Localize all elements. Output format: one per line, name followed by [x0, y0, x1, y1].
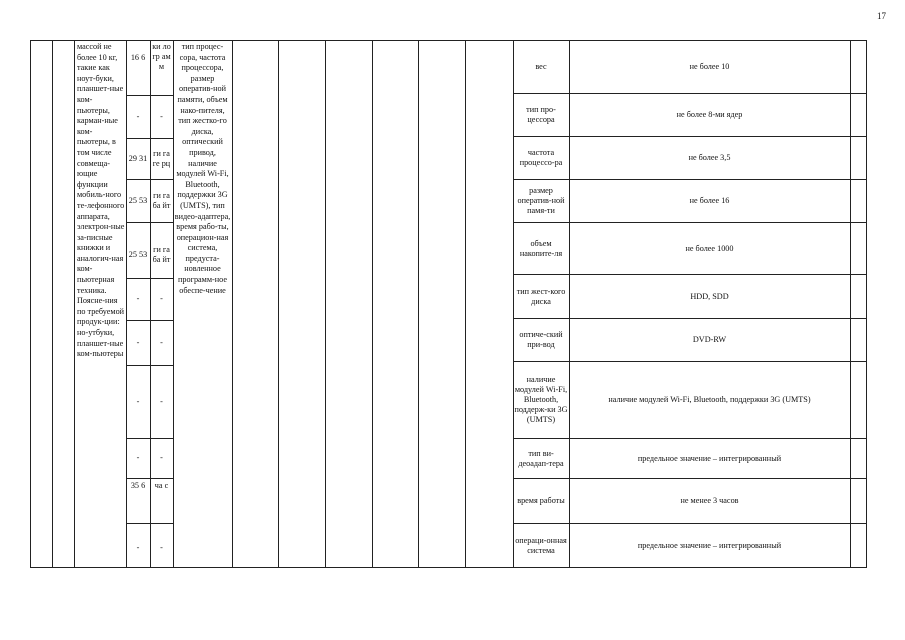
product-category-text: массой не более 10 кг, такие как ноут-буки, планшет-ные ком-пьютеры, карман-ные ком-пьютеры, в том числе совмеща-ющие функции мобиль-ного те-лефонного аппарата, электрон-ные за-писные книжки и аналогич-ная ком-пьютерная техника. Поясне-ния по требуемой продук-ции: но-утбуки, планшет-ные ком-пьютеры	[77, 42, 125, 359]
characteristic-name: наличие модулей Wi-Fi, Bluetooth, поддерж-ки 3G (UMTS)	[514, 375, 568, 424]
unit-name-cell: -	[160, 542, 163, 552]
page-number: 17	[877, 11, 886, 21]
characteristic-value: наличие модулей Wi-Fi, Bluetooth, поддержки 3G (UMTS)	[608, 395, 811, 404]
unit-code-cell: 25 53	[128, 250, 148, 259]
unit-name-cell: -	[160, 396, 163, 406]
characteristic-name: вес	[535, 62, 547, 71]
table-border	[74, 40, 75, 568]
table-border	[278, 40, 279, 568]
characteristic-name: операци-онная система	[515, 535, 567, 555]
unit-code-cell: -	[136, 396, 140, 406]
characteristic-value: не более 1000	[685, 243, 734, 253]
characteristic-name: оптиче-ский при-вод	[519, 330, 563, 349]
unit-code-cell: -	[136, 337, 140, 347]
characteristic-value: не более 3,5	[688, 153, 731, 162]
unit-code-cell: -	[136, 542, 140, 552]
characteristic-value: не более 8-ми ядер	[676, 110, 743, 119]
table-border	[126, 222, 173, 223]
characteristics-list-text: тип процес-сора, частота процессора, размер оператив-ной памяти, объем нако-пителя, тип жестко-го диска, оптический привод, наличие модулей Wi-Fi, Bluetooth, поддержки 3G (UMTS), тип видео-адаптера, время рабо-ты, операцион-ная система, предуста-новленное программ-ное обеспе-чение	[174, 42, 231, 295]
unit-name-cell: ги га ба йт	[152, 191, 171, 210]
characteristic-value: предельное значение – интегрированный	[637, 453, 782, 463]
table-border	[30, 40, 31, 568]
characteristic-name: тип жест-кого диска	[516, 286, 566, 306]
unit-code-cell: -	[136, 111, 140, 121]
table-border	[465, 40, 466, 568]
unit-name-cell: ги га ге рц	[152, 149, 171, 168]
characteristic-value: HDD, SDD	[690, 291, 729, 301]
characteristic-name: объем накопите-ля	[519, 238, 563, 258]
unit-name-cell: ки ло гр ам м	[152, 42, 171, 71]
unit-name-cell: ги га ба йт	[152, 245, 171, 264]
characteristic-name: время работы	[517, 496, 565, 505]
unit-name-cell: ча с	[154, 481, 169, 490]
table-border	[325, 40, 326, 568]
characteristic-value: не менее 3 часов	[680, 496, 739, 505]
unit-name-cell: -	[160, 294, 163, 303]
characteristic-value: не более 10	[689, 62, 730, 71]
table-border	[850, 40, 851, 568]
unit-code-cell: 29 31	[128, 154, 148, 163]
characteristic-value: предельное значение – интегрированный	[637, 540, 782, 550]
table-border	[126, 478, 173, 479]
unit-code-cell: -	[136, 453, 140, 462]
table-border	[30, 567, 866, 568]
unit-code-cell: 25 53	[128, 196, 148, 205]
table-border	[372, 40, 373, 568]
table-border	[52, 40, 53, 568]
characteristic-name: размер оператив-ной памя-ти	[517, 186, 565, 215]
table-border	[866, 40, 867, 568]
unit-name-cell: -	[160, 453, 163, 462]
characteristic-name: частота процессо-ра	[519, 148, 563, 167]
characteristic-name: тип про-цессора	[526, 105, 556, 124]
characteristic-value: DVD-RW	[692, 335, 727, 344]
characteristic-value: не более 16	[689, 196, 730, 205]
unit-name-cell: -	[160, 111, 163, 121]
table-border	[418, 40, 419, 568]
characteristic-name: тип ви-деоадап-тера	[518, 448, 564, 468]
unit-name-cell: -	[160, 337, 163, 347]
unit-code-cell: -	[136, 294, 140, 303]
unit-code-cell: 35 6	[130, 481, 146, 490]
table-border	[232, 40, 233, 568]
table-border	[126, 523, 173, 524]
unit-code-cell: 16 6	[130, 53, 146, 62]
